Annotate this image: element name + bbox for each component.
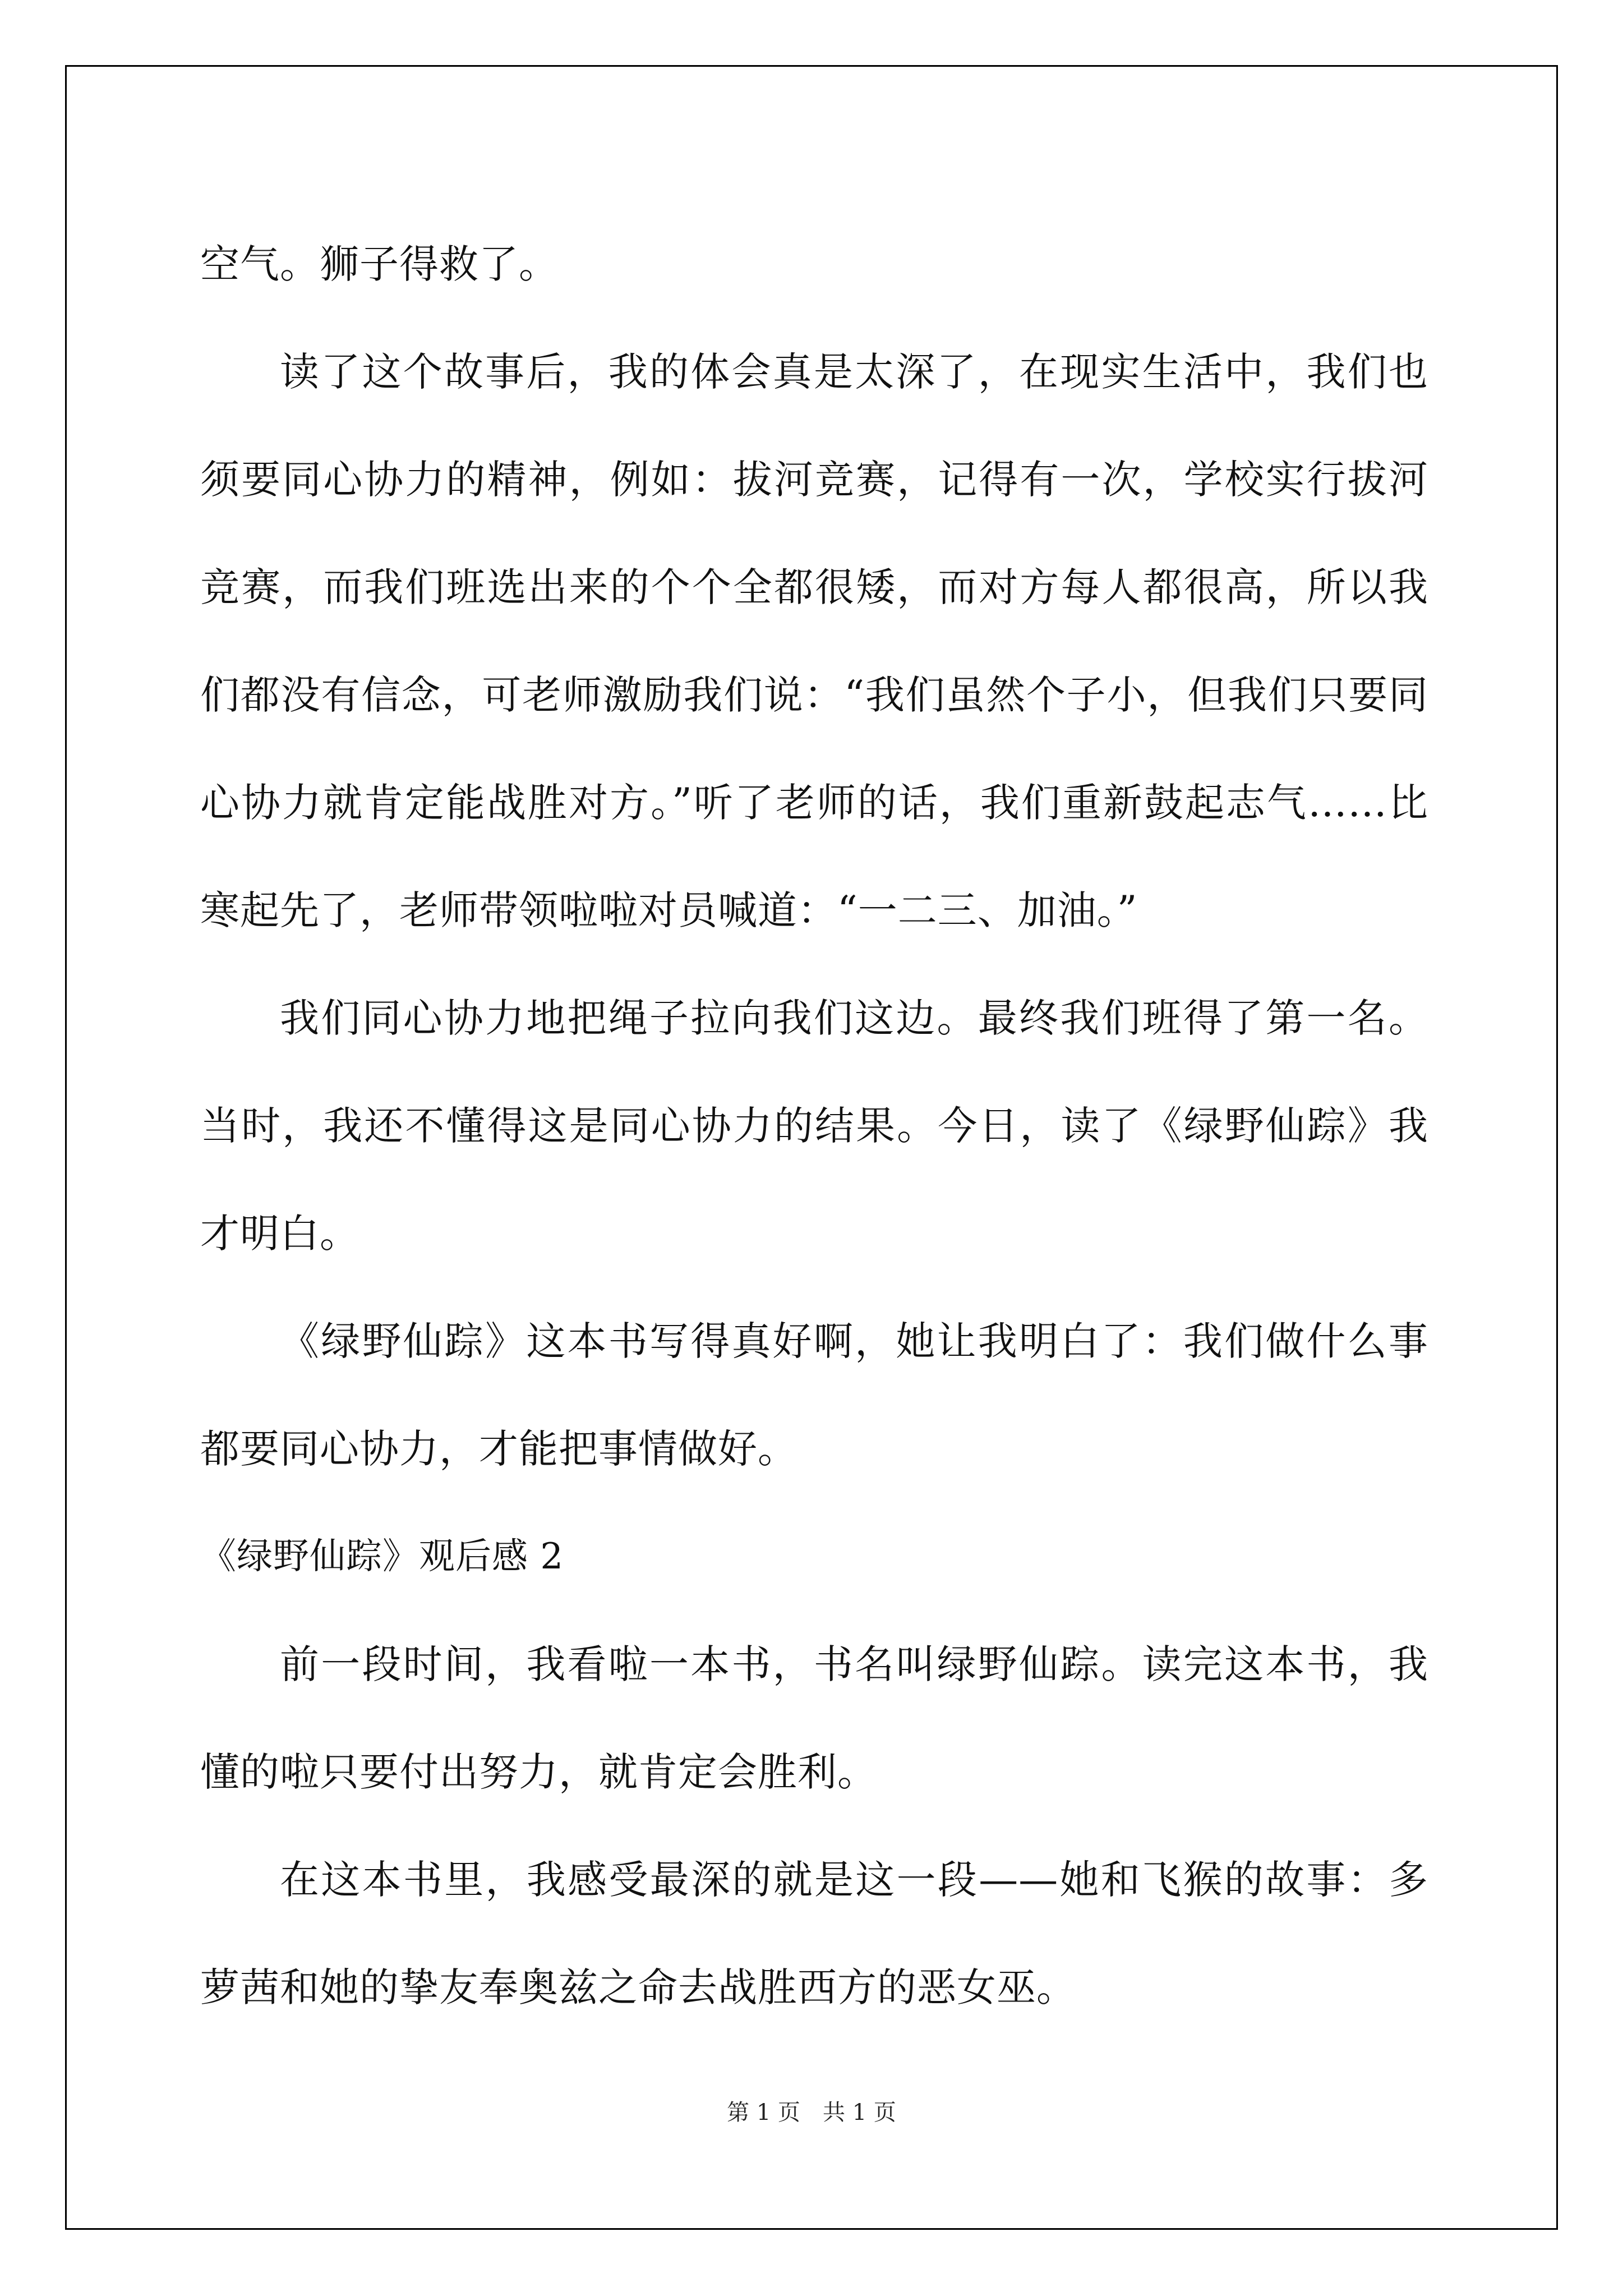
paragraph: 空气。狮子得救了。 [200, 241, 559, 287]
page-footer [0, 2096, 1623, 2129]
paragraph: 读了这个故事后，我的体会真是太深了，在现实生活中，我们也须要同心协力的精神，例如：拔河竞赛，记得有一次，学校实行拔河竞赛，而我们班选出来的个个全都很矮，而对方每人都很高，所以我们都没有信念，可老师激励我们说：“我们虽然个子小，但我们只要同心协力就肯定能战胜对方。”听了老师的话，我们重新鼓起志气……比寒起先了，老师带领啦啦对员喊道：“一二三、加油。” [200, 349, 1428, 933]
document-body [200, 210, 1428, 2041]
paragraph: 我们同心协力地把绳子拉向我们这边。最终我们班得了第一名。当时，我还不懂得这是同心协力的结果。今日，读了《绿野仙踪》我才明白。 [200, 995, 1428, 1257]
paragraph: 在这本书里，我感受最深的就是这一段——她和飞猴的故事：多萝茜和她的挚友奉奥兹之命去战胜西方的恶女巫。 [200, 1857, 1428, 2010]
page-total: 共 1 页 [823, 2100, 896, 2125]
section-heading: 《绿野仙踪》观后感 2 [200, 1536, 564, 1577]
page-number: 第 1 页 [727, 2100, 800, 2125]
paragraph: 《绿野仙踪》这本书写得真好啊，她让我明白了：我们做什么事都要同心协力，才能把事情做好。 [200, 1318, 1428, 1472]
paragraph: 前一段时间，我看啦一本书，书名叫绿野仙踪。读完这本书，我懂的啦只要付出努力，就肯定会胜利。 [200, 1641, 1428, 1795]
